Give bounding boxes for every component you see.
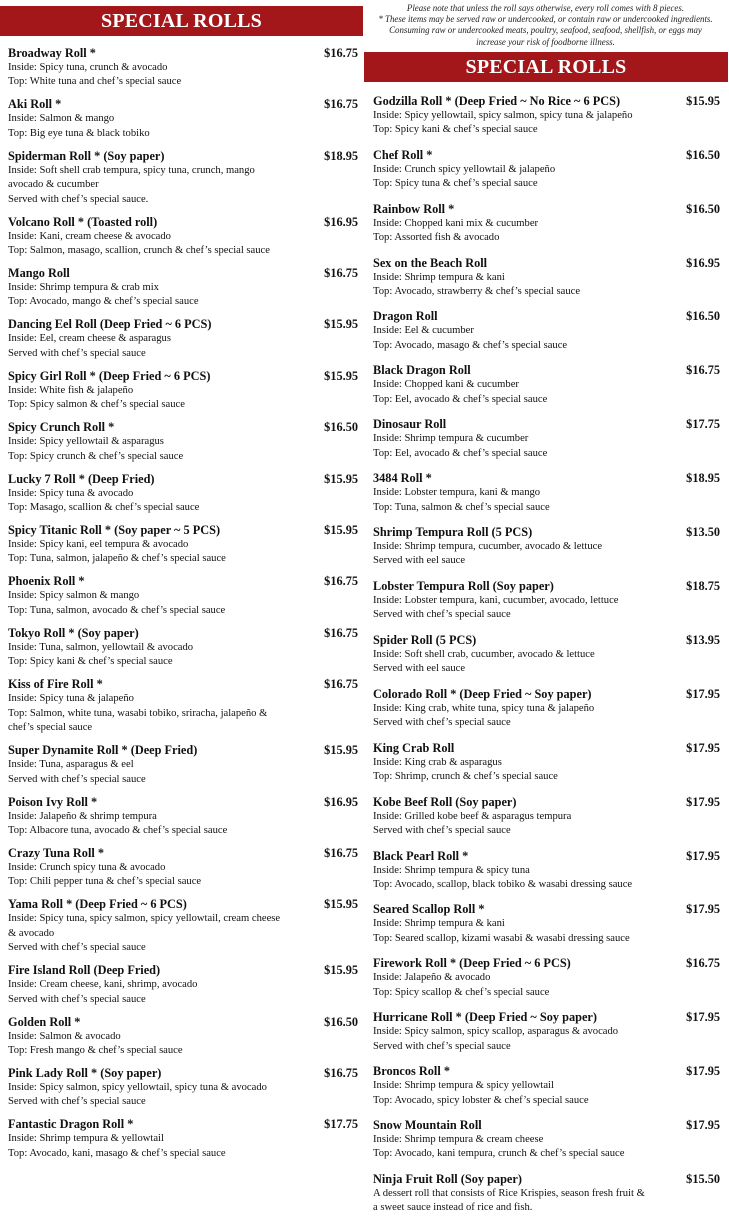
menu-item [373,470,720,515]
item-description: Inside: Cream cheese, kani, shrimp, avocado [8,979,198,991]
item-description: Served with chef’s special sauce [8,773,146,785]
item-price: $17.95 [686,794,720,809]
menu-item [8,419,358,464]
item-description: Top: Salmon, white tuna, wasabi tobiko, sriracha, jalapeño & chef’s special sauce [8,707,268,734]
menu-list [364,93,729,1216]
item-description: Inside: Spicy salmon & mango [8,590,140,602]
item-description: Top: Tuna, salmon, avocado & chef’s special sauce [8,604,226,616]
menu-item [373,901,720,946]
item-price: $17.95 [686,848,720,863]
item-price: $16.75 [324,1065,358,1080]
item-name: Fantastic Dragon Roll * [8,1117,134,1132]
item-name: Mango Roll [8,266,70,281]
item-name: Spiderman Roll * (Soy paper) [8,148,165,163]
menu-item [373,1009,720,1054]
item-name: 3484 Roll * [373,471,432,486]
item-description: Inside: Tuna, salmon, yellowtail & avocado [8,641,194,653]
item-description: Top: Fresh mango & chef’s special sauce [8,1044,183,1056]
item-description: Inside: Shrimp tempura & yellowtail [8,1133,164,1145]
item-description: Inside: Kani, cream cheese & avocado [8,230,171,242]
item-description: Inside: Crunch spicy tuna & avocado [8,861,166,873]
item-price: $18.75 [686,578,720,593]
item-price: $15.95 [324,963,358,978]
item-name: Spider Roll (5 PCS) [373,632,477,647]
item-name: Phoenix Roll * [8,574,85,589]
item-description: Top: Eel, avocado & chef’s special sauce [373,393,548,405]
item-description: Top: Masago, scallion & chef’s special sauce [8,502,200,514]
item-name: Lobster Tempura Roll (Soy paper) [373,578,554,593]
item-name: Poison Ivy Roll * [8,794,98,809]
item-description: Inside: Shrimp tempura & cream cheese [373,1134,544,1146]
item-price: $16.75 [686,363,720,378]
item-description: Top: Avocado, kani tempura, crunch & chef’s special sauce [373,1148,625,1160]
item-price: $15.95 [324,317,358,332]
menu-item [373,524,720,569]
item-price: $13.50 [686,525,720,540]
item-description: Served with chef’s special sauce [8,1096,146,1108]
item-description: Top: Avocado, spicy lobster & chef’s special sauce [373,1094,589,1106]
item-name: Snow Mountain Roll [373,1118,482,1133]
item-name: Ninja Fruit Roll (Soy paper) [373,1171,522,1186]
item-description: Inside: Salmon & mango [8,113,115,125]
item-name: Sex on the Beach Roll [373,255,488,270]
menu-item [8,522,358,567]
item-description: Top: Spicy scallop & chef’s special sauce [373,986,550,998]
menu-item [8,676,358,735]
menu-item [8,368,358,413]
item-price: $18.95 [686,471,720,486]
menu-item [8,265,358,310]
item-name: Tokyo Roll * (Soy paper) [8,625,139,640]
item-description: Served with chef’s special sauce [373,825,511,836]
item-description: Top: Seared scallop, kizami wasabi & wasabi dressing sauce [373,932,630,944]
item-description: Inside: Spicy tuna, spicy salmon, spicy yellowtail, cream cheese & avocado [8,913,281,939]
item-price: $15.50 [686,1171,720,1186]
item-description: Inside: Salmon & avocado [8,1030,121,1042]
item-description: Served with chef’s special sauce [373,609,511,621]
item-description: Top: Eel, avocado & chef’s special sauce [373,447,548,459]
item-price: $16.75 [324,574,358,589]
item-description: Inside: Spicy salmon, spicy scallop, asparagus & avocado [373,1026,619,1038]
menu-item [373,632,720,677]
menu-item [8,1116,358,1161]
item-description: Top: Spicy salmon & chef’s special sauce [8,399,185,411]
item-name: Hurricane Roll * (Deep Fried ~ Soy paper) [373,1010,597,1025]
item-description: Inside: Grilled kobe beef & asparagus tempura [373,810,572,822]
item-price: $16.75 [324,677,358,692]
item-name: Golden Roll * [8,1014,81,1029]
item-name: Dinosaur Roll [373,417,447,432]
item-price: $17.75 [686,417,720,432]
item-description: Inside: Spicy yellowtail & asparagus [8,436,164,448]
item-description: Inside: Spicy salmon, spicy yellowtail, spicy tuna & avocado [8,1081,267,1093]
item-description: Inside: Shrimp tempura & cucumber [373,433,529,445]
menu-item [8,573,358,618]
item-description: Top: Spicy crunch & chef’s special sauce [8,450,184,462]
item-description: Top: Big eye tuna & black tobiko [8,127,150,139]
item-description: Top: Avocado, mango & chef’s special sauce [8,296,199,308]
item-price: $17.95 [686,1064,720,1079]
item-name: Broncos Roll * [373,1064,450,1079]
menu-item [373,955,720,1000]
item-description: Served with chef’s special sauce [373,717,511,729]
item-price: $16.95 [686,255,720,270]
item-price: $15.95 [324,471,358,486]
item-name: Black Dragon Roll [373,363,471,378]
item-price: $15.95 [324,743,358,758]
item-description: Served with chef’s special sauce [8,942,146,954]
item-price: $15.95 [324,523,358,538]
item-name: Kiss of Fire Roll * [8,677,103,692]
item-description: Served with chef’s special sauce [373,1040,511,1052]
menu-item [8,794,358,839]
item-description: Inside: Jalapeño & avocado [373,972,491,984]
item-name: Kobe Beef Roll (Soy paper) [373,794,517,809]
menu-item [8,316,358,361]
menu-item [8,148,358,207]
item-name: Dragon Roll [373,309,438,324]
item-name: Pink Lady Roll * (Soy paper) [8,1065,162,1080]
item-price: $15.95 [324,368,358,383]
menu-item [373,147,720,192]
item-price: $17.95 [686,1118,720,1133]
menu-item [373,308,720,353]
item-name: Crazy Tuna Roll * [8,845,105,860]
item-description: Inside: Spicy tuna & jalapeño [8,693,134,705]
menu-item [8,896,358,955]
menu-item [8,96,358,141]
item-price: $13.95 [686,632,720,647]
item-description: Inside: White fish & jalapeño [8,384,134,396]
item-description: Inside: Eel, cream cheese & asparagus [8,333,171,345]
menu-item [373,362,720,407]
item-price: $16.75 [324,266,358,281]
menu-item [8,471,358,516]
item-price: $16.75 [324,845,358,860]
item-price: $16.95 [324,794,358,809]
menu-item [8,742,358,787]
item-description: Top: Chili pepper tuna & chef’s special sauce [8,876,202,888]
menu-item [8,1014,358,1059]
menu-item [373,201,720,246]
item-name: Spicy Crunch Roll * [8,420,115,435]
item-price: $16.50 [686,309,720,324]
menu-item [8,845,358,890]
menu-item [8,45,358,90]
item-description: Top: Avocado, strawberry & chef’s special sauce [373,285,581,297]
item-name: Spicy Girl Roll * (Deep Fried ~ 6 PCS) [8,368,211,383]
item-description: Inside: Chopped kani mix & cucumber [373,217,539,229]
item-name: Chef Roll * [373,147,433,162]
item-description: Inside: Shrimp tempura & spicy yellowtail [373,1080,554,1092]
item-description: Inside: Eel & cucumber [373,325,474,337]
item-price: $16.75 [324,625,358,640]
item-description: Inside: Lobster tempura, kani & mango [373,487,541,499]
menu-item [8,625,358,670]
item-price: $17.75 [324,1117,358,1132]
item-description: Served with chef’s special sauce [8,347,146,359]
item-description: Top: Tuna, salmon & chef’s special sauce [373,501,550,513]
item-description: Inside: Spicy kani, eel tempura & avocado [8,539,189,551]
item-name: Black Pearl Roll * [373,848,469,863]
item-name: King Crab Roll [373,740,455,755]
note-line: Please note that unless the roll says otherwise, every roll comes with 8 pieces. [406,3,685,13]
item-description: Top: Shrimp, crunch & chef’s special sauce [373,771,558,783]
menu-item [373,686,720,731]
item-description: Top: Avocado, scallop, black tobiko & wasabi dressing sauce [373,878,633,890]
item-name: Yama Roll * (Deep Fried ~ 6 PCS) [8,897,187,912]
item-description: Inside: Jalapeño & shrimp tempura [8,810,157,822]
item-description: Top: Albacore tuna, avocado & chef’s special sauce [8,824,228,836]
item-description: Inside: Lobster tempura, kani, cucumber, avocado, lettuce [373,594,619,606]
item-description: A dessert roll that consists of Rice Krispies, season fresh fruit & a sweet sauce instead of rice and fish. [373,1187,645,1214]
item-price: $16.50 [686,201,720,216]
item-price: $18.95 [324,148,358,163]
menu-list [0,45,364,1161]
menu-item [373,255,720,300]
item-description: Served with chef’s special sauce. [8,193,149,205]
note-line: * These items may be served raw or undercooked, or contain raw or undercooked ingredients. [378,14,713,25]
menu-item [373,1117,720,1162]
menu-item [373,740,720,785]
item-description: Inside: Shrimp tempura & crab mix [8,282,159,294]
menu-item [373,578,720,623]
item-name: Rainbow Roll * [373,201,455,216]
item-description: Inside: Shrimp tempura & kani [373,918,505,930]
menu-item [373,93,720,138]
item-price: $17.95 [686,1010,720,1025]
menu-item [8,214,358,259]
item-name: Fire Island Roll (Deep Fried) [8,963,161,978]
item-name: Colorado Roll * (Deep Fried ~ Soy paper) [373,686,592,701]
item-description: Top: White tuna and chef’s special sauce [8,76,182,88]
item-price: $15.95 [686,93,720,108]
item-price: $17.95 [686,902,720,917]
item-price: $16.95 [324,214,358,229]
item-description: Inside: Shrimp tempura & spicy tuna [373,864,530,876]
item-description: Inside: Crunch spicy yellowtail & jalapeño [373,163,556,175]
left-column [0,0,364,1161]
menu-item [373,794,720,839]
item-description: Inside: Chopped kani & cucumber [373,379,519,391]
section-header: SPECIAL ROLLS [0,6,363,36]
item-description: Inside: Soft shell crab tempura, spicy tuna, crunch, mango avocado & cucumber [8,164,255,191]
item-price: $17.95 [686,686,720,701]
menu-item [8,1065,358,1110]
item-description: Top: Assorted fish & avocado [373,232,500,244]
item-price: $15.95 [324,897,358,912]
item-name: Shrimp Tempura Roll (5 PCS) [373,525,533,540]
item-price: $17.95 [686,740,720,755]
item-name: Aki Roll * [8,97,62,112]
item-description: Top: Spicy kani & chef’s special sauce [373,124,538,136]
menu-item [8,962,358,1007]
item-price: $16.50 [686,147,720,162]
item-name: Super Dynamite Roll * (Deep Fried) [8,743,198,758]
item-description: Inside: Shrimp tempura, cucumber, avocado & lettuce [373,541,603,553]
item-description: Top: Spicy tuna & chef’s special sauce [373,178,538,190]
item-description: Top: Spicy kani & chef’s special sauce [8,656,173,668]
item-description: Inside: Shrimp tempura & kani [373,271,505,283]
item-price: $16.75 [324,46,358,60]
item-description: Inside: Spicy tuna & avocado [8,487,134,499]
item-description: Top: Avocado, kani, masago & chef’s special sauce [8,1147,226,1159]
item-description: Inside: King crab & asparagus [373,756,502,768]
item-name: Spicy Titanic Roll * (Soy paper ~ 5 PCS) [8,523,221,538]
item-name: Volcano Roll * (Toasted roll) [8,214,158,229]
item-description: Top: Tuna, salmon, jalapeño & chef’s special sauce [8,553,226,565]
menu-item [373,848,720,893]
item-description: Top: Avocado, masago & chef’s special sauce [373,339,568,351]
menu-item [373,1171,720,1216]
item-description: Inside: Tuna, asparagus & eel [8,759,134,771]
item-price: $16.50 [324,1014,358,1029]
item-description: Inside: Spicy tuna, crunch & avocado [8,62,168,73]
item-name: Dancing Eel Roll (Deep Fried ~ 6 PCS) [8,317,212,332]
item-description: Served with chef’s special sauce [8,993,146,1005]
note-line: Consuming raw or undercooked meats, poultry, seafood, seafood, shellfish, or eggs may increase your risk of foodborne illness. [389,25,702,47]
menu-notes [364,0,729,48]
item-price: $16.50 [324,420,358,435]
item-name: Firework Roll * (Deep Fried ~ 6 PCS) [373,956,571,971]
item-description: Inside: Soft shell crab, cucumber, avocado & lettuce [373,648,595,660]
section-header: SPECIAL ROLLS [364,52,728,82]
item-description: Served with eel sauce [373,663,466,675]
menu-item [373,1063,720,1108]
item-name: Lucky 7 Roll * (Deep Fried) [8,471,155,486]
item-price: $16.75 [686,956,720,971]
item-name: Godzilla Roll * (Deep Fried ~ No Rice ~ 6 PCS) [373,93,621,108]
menu-item [373,416,720,461]
item-name: Broadway Roll * [8,46,96,60]
right-column [364,0,729,1216]
item-description: Served with eel sauce [373,555,466,567]
item-price: $16.75 [324,97,358,112]
item-description: Top: Salmon, masago, scallion, crunch & chef’s special sauce [8,245,270,257]
item-description: Inside: Spicy yellowtail, spicy salmon, spicy tuna & jalapeño [373,109,633,121]
item-name: Seared Scallop Roll * [373,902,485,917]
item-description: Inside: King crab, white tuna, spicy tuna & jalapeño [373,702,595,714]
